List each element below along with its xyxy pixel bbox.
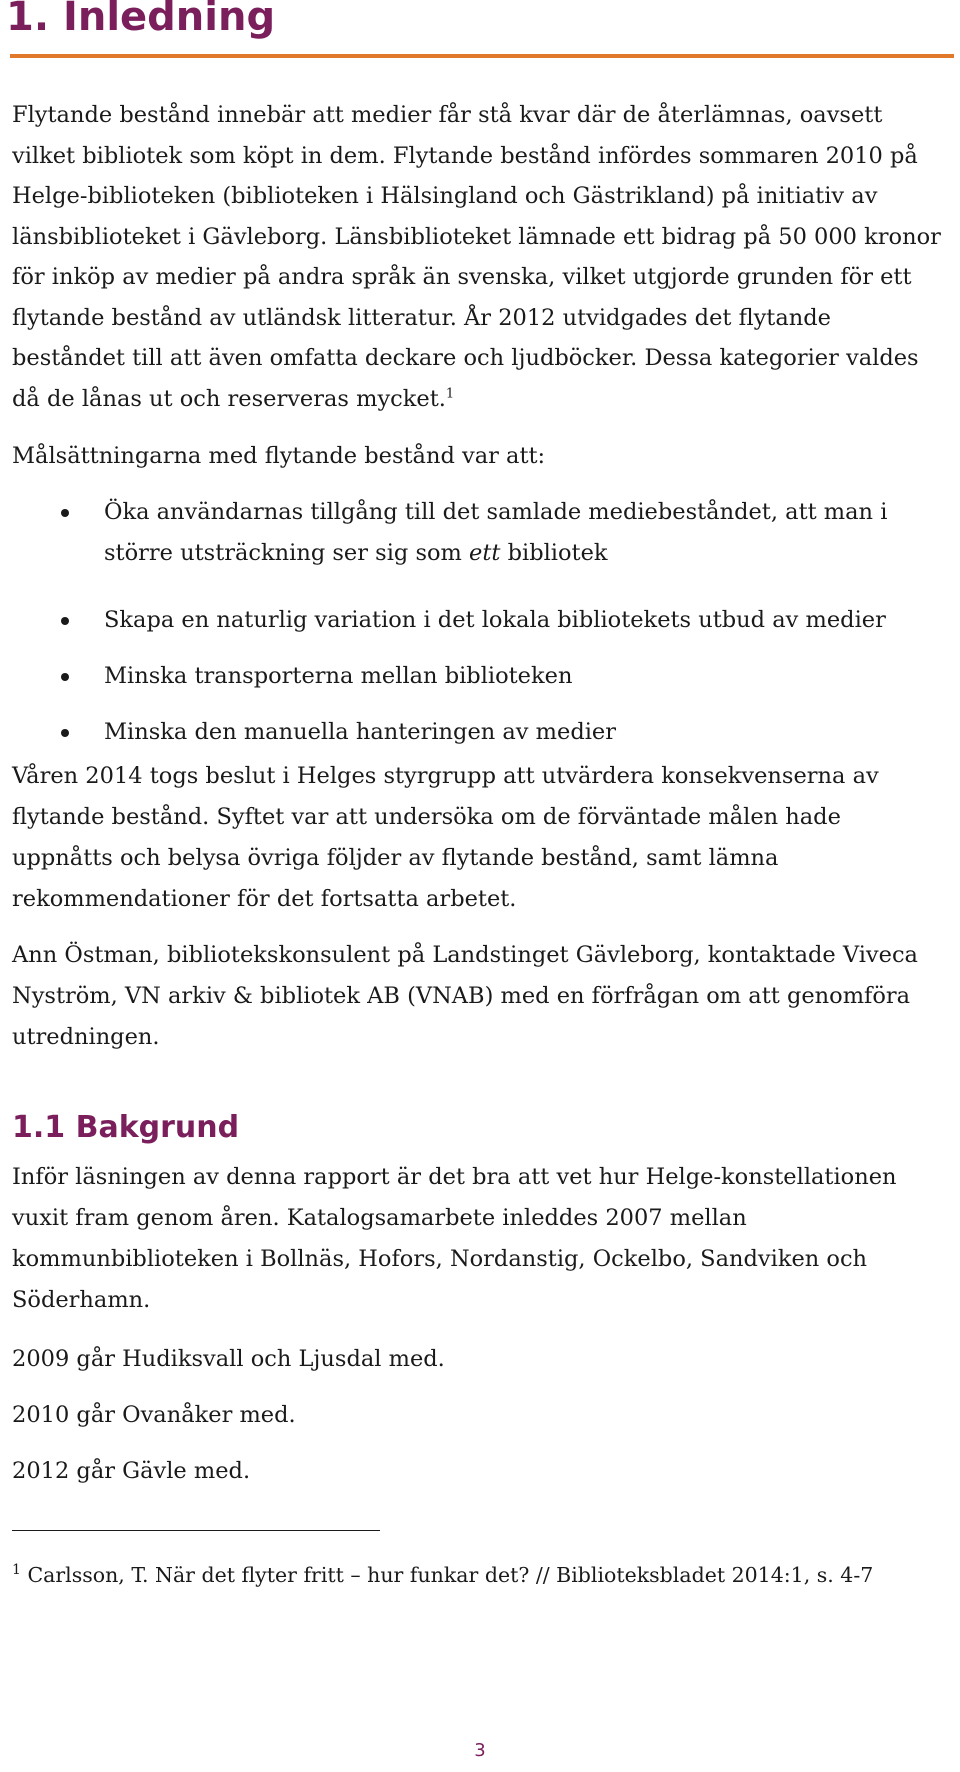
list-item	[0, 656, 924, 712]
background-paragraph: Inför läsningen av denna rapport är det bra att vet hur Helge-konstellationen vuxit fram genom åren. Katalogsamarbete inleddes 2007 mellan kommunbiblioteken i Bollnäs, Hofors, Nordanstig, Ockelbo, Sandviken och Söderhamn.	[12, 1164, 897, 1313]
section-heading: 1.1 Bakgrund	[12, 1110, 240, 1145]
list-item-text: Minska den manuella hanteringen av medier	[104, 719, 616, 745]
heading-underline	[10, 54, 954, 58]
contact-paragraph: Ann Östman, bibliotekskonsulent på Landstinget Gävleborg, kontaktade Viveca Nyström, VN arkiv & bibliotek AB (VNAB) med en förfrågan om att genomföra utredningen.	[12, 942, 918, 1050]
chapter-heading: 1. Inledning	[6, 0, 276, 40]
year-line: 2009 går Hudiksvall och Ljusdal med.	[12, 1346, 445, 1372]
page-number: 3	[474, 1740, 486, 1761]
intro-text: Flytande bestånd innebär att medier får stå kvar där de återlämnas, oavsett vilket bibliotek som köpt in dem. Flytande bestånd infördes sommaren 2010 på Helge-biblioteken (biblioteken i Hälsingland och Gästrikland) på initiativ av länsbiblioteket i Gävleborg. Länsbiblioteket lämnade ett bidrag på 50 000 kronor för inköp av medier på andra språk än svenska, vilket utgjorde grunden för ett flytande bestånd av utländsk litteratur. År 2012 utvidgades det flytande beståndet till att även omfatta deckare och ljudböcker. Dessa kategorier valdes då de lånas ut och reserveras mycket.	[12, 102, 941, 412]
goals-lead: Målsättningarna med flytande bestånd var att:	[12, 443, 546, 469]
footnote	[12, 1560, 873, 1590]
goals-list	[0, 492, 960, 753]
list-item-text: Skapa en naturlig variation i det lokala bibliotekets utbud av medier	[104, 607, 886, 633]
footnote-mark: 1	[12, 1562, 21, 1579]
footnote-reference[interactable]: 1	[445, 386, 455, 401]
list-item	[0, 712, 924, 753]
evaluation-paragraph: Våren 2014 togs beslut i Helges styrgrupp att utvärdera konsekvenserna av flytande bestånd. Syftet var att undersöka om de förväntade målen hade uppnåtts och belysa övriga följder av flytande bestånd, samt lämna rekommendationer för det fortsatta arbetet.	[12, 763, 879, 912]
bullet-icon	[61, 729, 69, 737]
list-item-text-end: bibliotek	[500, 540, 608, 566]
bullet-icon	[61, 509, 69, 517]
list-item	[0, 600, 924, 656]
emphasis: ett	[469, 540, 501, 566]
bullet-icon	[61, 617, 69, 625]
footnote-text: Carlsson, T. När det flyter fritt – hur funkar det? // Biblioteksbladet 2014:1, s. 4-7	[27, 1563, 874, 1587]
list-item-text: Minska transporterna mellan biblioteken	[104, 663, 573, 689]
year-line: 2012 går Gävle med.	[12, 1458, 251, 1484]
year-line: 2010 går Ovanåker med.	[12, 1402, 296, 1428]
list-item	[0, 492, 924, 600]
intro-paragraph	[12, 95, 942, 419]
bullet-icon	[61, 673, 69, 681]
footnote-separator	[12, 1530, 380, 1531]
list-item-text: Öka användarnas tillgång till det samlade mediebeståndet, att man i större utsträckning ser sig som	[104, 499, 888, 566]
